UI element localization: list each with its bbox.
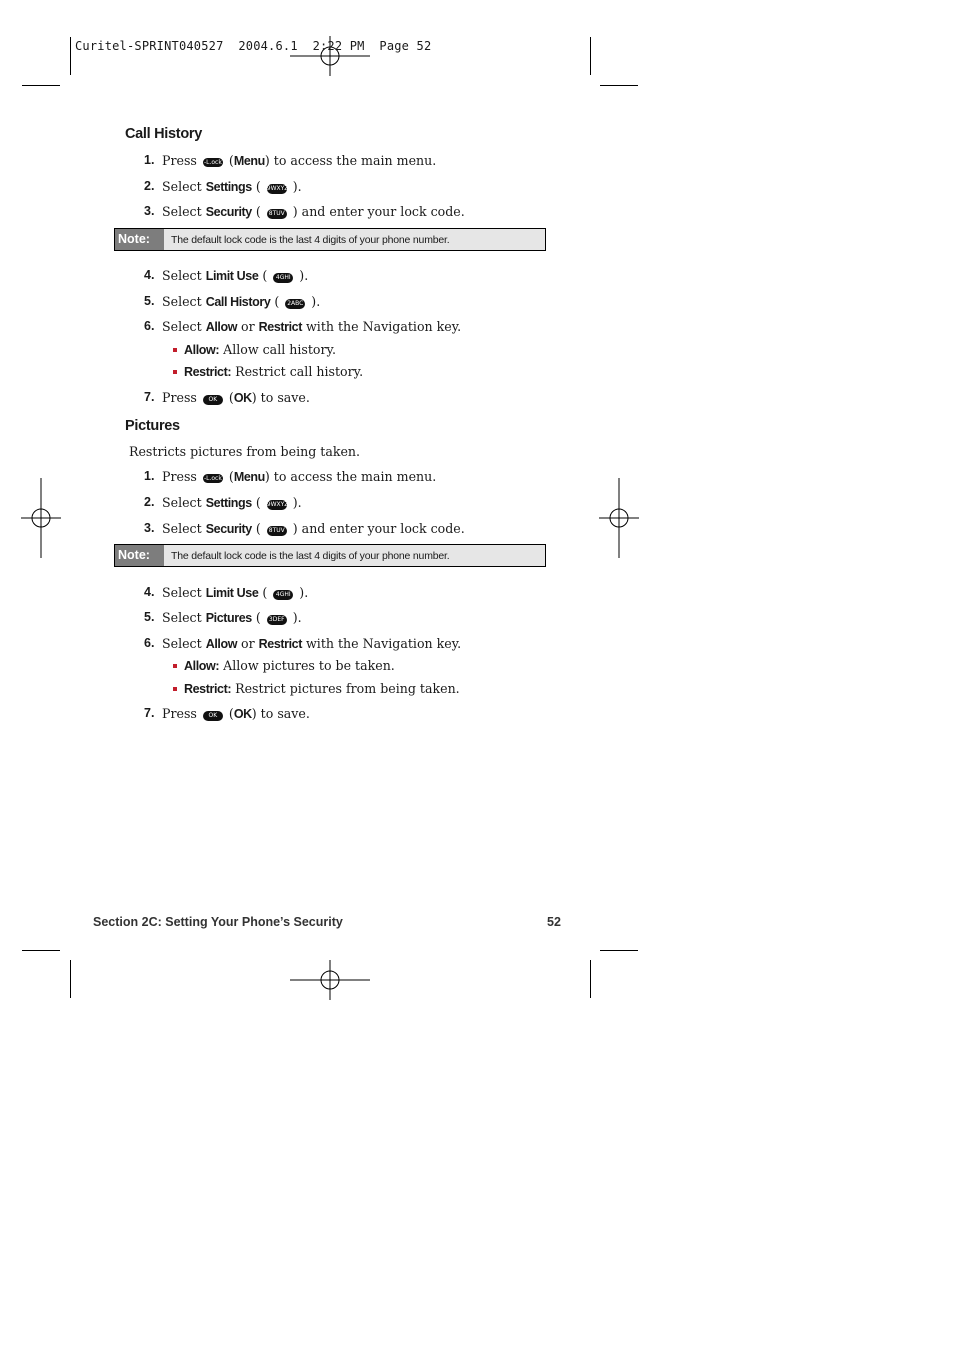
section-title-call-history: Call History xyxy=(125,126,202,142)
crop-mark xyxy=(590,37,591,75)
crop-mark xyxy=(600,950,638,951)
note-label: Note: xyxy=(115,545,164,566)
step-item: 6. Select Allow or Restrict with the Navigation key. xyxy=(144,636,462,651)
note-box xyxy=(114,544,546,567)
menu-key-icon: -L.ock xyxy=(203,159,222,166)
step-number: 2. xyxy=(144,179,155,193)
step-item: 3. Select Security ( 8TUV ) and enter your lock code. xyxy=(144,521,465,536)
footer-section-title: Section 2C: Setting Your Phone’s Security xyxy=(93,915,343,929)
step-number: 4. xyxy=(144,268,155,282)
key-8-icon: 8TUV xyxy=(267,526,287,536)
note-text: The default lock code is the last 4 digits of your phone number. xyxy=(171,550,450,562)
step-number: 1. xyxy=(144,469,155,483)
step-number: 3. xyxy=(144,204,155,218)
step-number: 6. xyxy=(144,636,155,650)
menu-key-icon: -L.ock xyxy=(203,475,222,482)
step-item: 1. Press -L.ock (Menu) to access the main menu. xyxy=(144,153,437,168)
key-3-icon: 3DEF xyxy=(267,615,287,625)
registration-mark-left xyxy=(21,478,61,558)
step-item: 5. Select Pictures ( 3DEF ). xyxy=(144,610,302,625)
step-item: 7. Press OK (OK) to save. xyxy=(144,706,310,721)
step-number: 5. xyxy=(144,610,155,624)
bullet-item: Allow: Allow pictures to be taken. xyxy=(184,658,395,673)
printer-slug: Curitel-SPRINT040527 2004.6.1 2:22 PM Page 52 xyxy=(75,39,432,53)
step-item: 4. Select Limit Use ( 4GHI ). xyxy=(144,268,309,283)
step-item: 3. Select Security ( 8TUV ) and enter your lock code. xyxy=(144,204,465,219)
registration-mark-bottom xyxy=(290,960,370,1000)
bullet-item: Restrict: Restrict call history. xyxy=(184,364,364,379)
crop-mark xyxy=(590,960,591,998)
step-item: 6. Select Allow or Restrict with the Navigation key. xyxy=(144,319,462,334)
note-label: Note: xyxy=(115,229,164,250)
crop-mark xyxy=(22,85,60,86)
bullet-item: Allow: Allow call history. xyxy=(184,342,336,357)
step-number: 7. xyxy=(144,706,155,720)
key-2-icon: 2ABC xyxy=(287,300,304,307)
section-title-pictures: Pictures xyxy=(125,418,180,434)
footer-page-number: 52 xyxy=(547,915,561,929)
note-box xyxy=(114,228,546,251)
step-item: 2. Select Settings ( 9WXYZ ). xyxy=(144,179,302,194)
registration-mark-right xyxy=(599,478,639,558)
step-number: 2. xyxy=(144,495,155,509)
bullet-item: Restrict: Restrict pictures from being taken. xyxy=(184,681,460,696)
step-item: 5. Select Call History ( 2ABC ). xyxy=(144,294,321,309)
crop-mark xyxy=(70,37,71,75)
key-4-icon: 4GHI xyxy=(273,273,293,283)
step-number: 1. xyxy=(144,153,155,167)
key-4-icon: 4GHI xyxy=(273,590,293,600)
step-number: 5. xyxy=(144,294,155,308)
crop-mark xyxy=(600,85,638,86)
step-number: 4. xyxy=(144,585,155,599)
key-9-icon: 9WXYZ xyxy=(266,185,289,192)
step-number: 7. xyxy=(144,390,155,404)
ok-key-icon: OK xyxy=(203,711,223,721)
step-item: 1. Press -L.ock (Menu) to access the main menu. xyxy=(144,469,437,484)
ok-key-icon: OK xyxy=(203,395,223,405)
step-number: 6. xyxy=(144,319,155,333)
crop-mark xyxy=(70,960,71,998)
section-intro: Restricts pictures from being taken. xyxy=(129,444,361,459)
step-number: 3. xyxy=(144,521,155,535)
step-item: 4. Select Limit Use ( 4GHI ). xyxy=(144,585,309,600)
crop-mark xyxy=(22,950,60,951)
step-item: 2. Select Settings ( 9WXYZ ). xyxy=(144,495,302,510)
note-text: The default lock code is the last 4 digits of your phone number. xyxy=(171,234,450,246)
step-item: 7. Press OK (OK) to save. xyxy=(144,390,310,405)
key-8-icon: 8TUV xyxy=(267,209,287,219)
key-9-icon: 9WXYZ xyxy=(266,501,289,508)
